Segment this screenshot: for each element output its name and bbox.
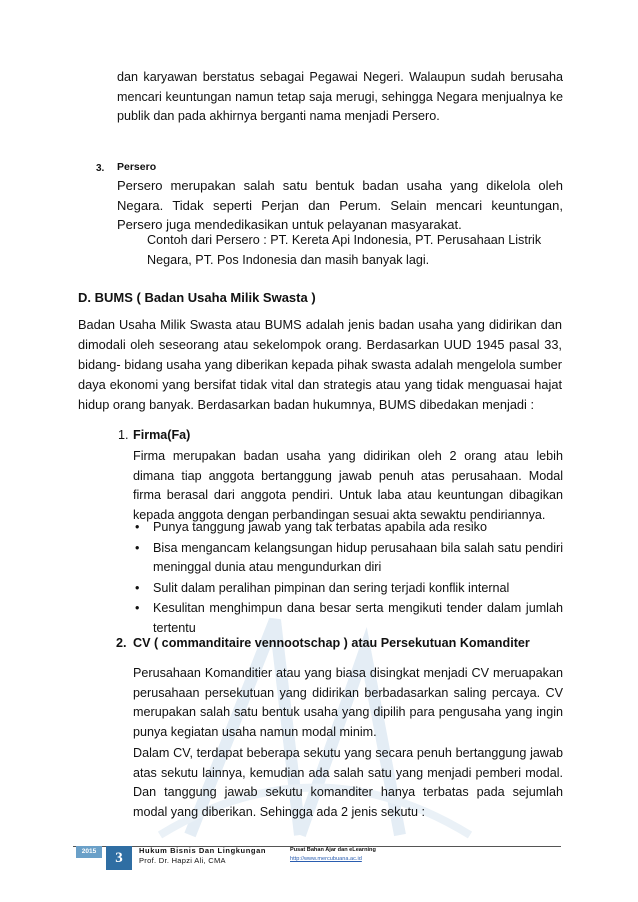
intro-paragraph: dan karyawan berstatus sebagai Pegawai Negeri. Walaupun sudah berusaha mencari keuntungan namun tetap saja merugi, sehingga Negara menjualnya ke publik dan pada akhirnya berganti nama menjadi Persero.	[117, 70, 563, 123]
list-item: • Kesulitan menghimpun dana besar serta mengikuti tender dalam jumlah tertentu	[135, 601, 563, 635]
bums-paragraph: Badan Usaha Milik Swasta atau BUMS adalah jenis badan usaha yang didirikan dan dimodali oleh seseorang atau sekelompok orang. Berdasarkan UUD 1945 pasal 33, bidang- bidang usaha yang diberikan kepada pihak swasta adalah mengelola sumber daya ekonomi yang bersifat tidak vital dan strategis atau yang tidak menguasai hajat hidup orang banyak. Berdasarkan badan hukumnya, BUMS dibedakan menjadi :	[78, 317, 562, 412]
cv-paragraph-2: Dalam CV, terdapat beberapa sekutu yang secara penuh bertanggung jawab atas sekutu lainnya, kemudian ada salah satu yang menjadi pemberi modal. Dan tanggung jawab sekutu komanditer hanya terbatas pada sejumlah modal yang diberikan. Sehingga ada 2 jenis sekutu :	[133, 746, 563, 819]
section-d-heading: D. BUMS ( Badan Usaha Milik Swasta )	[78, 290, 316, 305]
persero-example: Contoh dari Persero : PT. Kereta Api Indonesia, PT. Perusahaan Listrik Negara, PT. Pos Indonesia dan masih banyak lagi.	[147, 233, 542, 267]
firma-bullet-list	[133, 518, 563, 639]
persero-title: Persero	[117, 161, 157, 173]
firma-paragraph: Firma merupakan badan usaha yang didirikan oleh 2 orang atau lebih dimana tiap anggota bertanggung jawab penuh atas perusahaan. Modal firma berasal dari anggota pendiri. Untuk laba atau keuntungan dibagikan kepada anggota dengan perbandingan sesuai akta sewaktu pendiriannya.	[133, 449, 563, 522]
cv-paragraph-1: Perusahaan Komanditier atau yang biasa disingkat menjadi CV meruapakan perusahaan persekutuan yang didirikan berbadasarkan saling percaya. CV merupakan salah satu bentuk usaha yang dipilih para pengusaha yang ingin punya kegiatan usaha namun modal minim.	[133, 666, 563, 739]
footer-author: Prof. Dr. Hapzi Ali, CMA	[139, 856, 226, 865]
bullet-icon: •	[135, 601, 140, 615]
persero-paragraph: Persero merupakan salah satu bentuk badan usaha yang dikelola oleh Negara. Tidak seperti Perjan dan Perum. Selain mencari keuntungan, Persero juga mendedikasikan untuk pelayanan masyarakat.	[117, 178, 563, 232]
persero-number: 3.	[96, 163, 105, 174]
bullet-icon: •	[135, 540, 140, 555]
list-item: • Bisa mengancam kelangsungan hidup perusahaan bila salah satu pendiri meninggal dunia atau mengundurkan diri	[135, 540, 563, 574]
footer-url-link[interactable]: http://www.mercubuana.ac.id	[290, 856, 362, 862]
footer-course-title: Hukum Bisnis Dan Lingkungan	[139, 846, 267, 855]
firma-number: 1.	[118, 428, 129, 442]
footer-page-number: 3	[106, 846, 132, 870]
firma-title: Firma(Fa)	[133, 428, 191, 442]
bullet-icon: •	[135, 520, 140, 534]
bullet-icon: •	[135, 580, 140, 595]
cv-number: 2.	[116, 636, 127, 650]
footer-center-name: Pusat Bahan Ajar dan eLearning	[290, 847, 376, 853]
cv-title: CV ( commanditaire vennootschap ) atau Persekutuan Komanditer	[133, 636, 530, 650]
list-item: • Sulit dalam peralihan pimpinan dan sering terjadi konflik internal	[133, 579, 563, 599]
footer-year-badge: 2015	[76, 846, 102, 858]
list-item: • Punya tanggung jawab yang tak terbatas apabila ada resiko	[133, 518, 563, 538]
